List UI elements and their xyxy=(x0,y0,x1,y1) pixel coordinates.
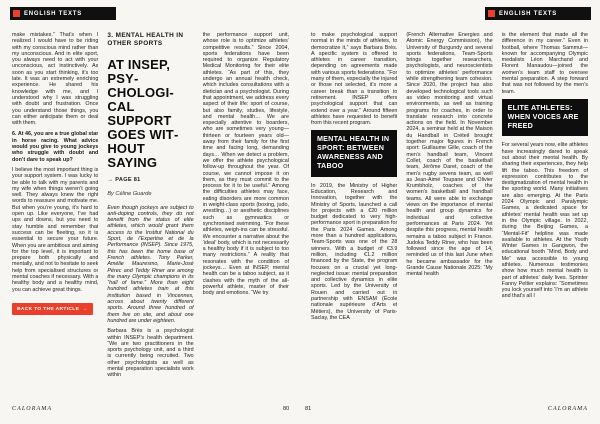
page-reference-label: PAGE 81 xyxy=(115,176,141,183)
column-2 xyxy=(107,32,193,404)
right-page xyxy=(311,32,588,404)
article-paragraph-col3: the performance support unit, whose role is to optimize athletes’ competitive results.” Since 2004, sports federations have been required to organize Regulatory Medical Monitoring for their elite athletes. “As part of this, they undergo an annual health check, which includes consultations with a dietician and a psychologist. During that appointment, we address every aspect of their life: sport of course, but also family, studies, lifestyle, and mental health… We are especially attentive to boarders, who are sometimes very young—thirteen or fourteen years old—away from their family for the first time and facing long, demanding days… When we detect a problem, we offer the athlete psychological follow-up throughout the year. Of course, we cannot impose it on them, as they must commit to the process for it to be useful.” Among the difficulties athletes may face, eating disorders are more common in weight-class sports (boxing, judo, wrestling…) or aesthetic disciplines such as gymnastics or synchronised swimming. “For these athletes, weigh-ins can be stressful. We encounter a narrative about the ‘ideal’ body, which is not necessarily a healthy body if it is subject to too many restrictions.” A reality that resonates with the condition of jockeys… Even at INSEP, mental health can be a taboo subject, as it clashes with the myth of the all-powerful athlete, master of their body and emotions. “We try xyxy=(202,32,289,297)
article-headline: AT INSEP, PSYCHOLOGICAL SUPPORT GOES WITHOUT SAYING xyxy=(107,56,179,170)
arrow-right-icon: → xyxy=(107,176,114,183)
section-label-right: ENGLISH TEXTS xyxy=(499,10,558,17)
byline: By Céline Guarde xyxy=(107,190,152,197)
infobox-title-text: MENTAL HEALTH IN SPORT: BETWEEN AWARENESS AND TABOO xyxy=(317,134,390,170)
column-3 xyxy=(203,32,289,404)
infobox-elite-athletes-title xyxy=(502,99,588,136)
column-5 xyxy=(406,32,492,404)
article-paragraph-col4-b: In 2019, the Ministry of Higher Education, Research and Innovation, together with the Ministry of Sports, launched a call for projects with a €20 million budget dedicated to very high-performance sport in preparation for the Paris 2024 Games. Among more than a hundred applications, Team-Sports was one of the 28 winners. With a budget of €3.9 million, including €1.2 million financed by the State, the program focuses on a crucial yet long-neglected issue: mental preparation and collective dynamics in elite sports. Led by the University of Rouen and carried out in partnership with ENSAM (École nationale supérieure d’Arts et Métiers), the University of Paris-Saclay, the CEA xyxy=(311,182,398,321)
infobox-mental-health-title xyxy=(311,130,397,176)
infobox-title-text: ELITE ATHLETES: WHEN VOICES ARE FREED xyxy=(507,102,579,130)
magazine-name-left: CALORAMA xyxy=(12,406,53,412)
page-number-left: 80 xyxy=(283,406,290,412)
arrow-right-icon: → xyxy=(82,306,88,313)
article-paragraph-col4-a: to make psychological support normal in the minds of athletes, to democratize it,” says Barbara Brès. A specific system is offered to athletes in career transition, depending on agreements made with various sports federations. “For many of them, especially the injured or those not selected, it’s more a career break than a transition to retirement. INSEP offers psychological support that can extend over a year.” Around fifteen athletes have requested to benefit from this recent program. xyxy=(311,32,398,127)
article-paragraph-col6-a: is the element that made all the difference in my career.” Even in football, where Thomas Sammut—known for accompanying Olympic medalists Léon Marchand and Florent Manaudou—joined the women’s team staff to oversee mental preparation. A step forward that was not followed by the men’s team. xyxy=(501,32,588,95)
article-paragraph-col5: (French Alternative Energies and Atomic Energy Commission), the University of Burgundy and several sports federations, Team-Sports brings together researchers, psychologists, and neuroscientists to optimize athletes’ performance while strengthening team cohesion. Since 2020, the project has also developed technological tools such as video monitoring and virtual environments, as well as training programs for coaches, in order to translate research into concrete actions on the field. In November 2024, a seminar held at the Maison du Handball in Créteil brought together major figures in French sport: Guillaume Gille, coach of the men’s handball team, Vincent Collet, coach of the basketball team, Jérôme Daret, coach of the men’s rugby sevens team, as well as Jean-Aimé Toupane and Olivier Krumbholz, coaches of the women’s basketball and handball teams. All were able to exchange views on the importance of mental health and group dynamics for individual and collective performances at Paris 2024. Yet despite this progress, mental health remains a taboo subject in France. Judoka Teddy Riner, who has been followed since the age of 14, reminded us of this last June when he became ambassador for the Grande Cause Nationale 2025: “My mental health xyxy=(406,32,493,278)
column-6 xyxy=(502,32,588,404)
footer xyxy=(12,406,588,416)
interview-continuation: make mistakes.” That’s when I realized I would have to be riding with my conscious mind rather than my unconscious. And in elite sport, you always need to act with your unconscious, act instinctively. As soon as you start thinking, it’s too late. It was an extremely enriching experience. He shared his knowledge with me, and I understood why I was struggling with doubt and frustration. Once you understand those things, you can either anticipate them or deal with them. xyxy=(12,32,99,127)
magazine-name-right: CALORAMA xyxy=(547,406,588,412)
red-square-icon xyxy=(13,10,20,17)
article-paragraph-col2: Barbara Brès is a psychologist within INSEP’s health department. “We are two practitioners in the sports psychology unit, and a third is currently being recruited. Two other psychologists as well as mental preparation specialists work within xyxy=(107,328,194,379)
spread-body xyxy=(12,32,588,404)
article-paragraph-col6-b: For several years now, elite athletes have increasingly dared to speak out about their mental health. By sharing their experiences, they help lift the taboo. This freedom of expression contributes to the destigmatization of mental health in the sporting world. Many initiatives are also emerging. At the Paris 2024 Olympic and Paralympic Games, a dedicated space for athletes’ mental health was set up in the Olympic village. In 2022, during the Beijing Games, a “Mental-Fit” helpline was made available to athletes. At the Youth Winter Games in Gangwon, the educational booth “Mind, Body and Me” was accessible to young athletes. Numerous testimonies show how much mental health is part of athletes’ daily lives. Sprinter Fanny Peltier explains: “Sometimes you lock yourself into ‘I’m an athlete and that’s all I xyxy=(501,142,588,300)
header-bar-left xyxy=(10,7,116,20)
back-button-label: BACK TO THE ARTICLE xyxy=(17,306,80,312)
column-1 xyxy=(12,32,98,404)
page-reference-link[interactable] xyxy=(107,177,193,183)
back-to-article-button[interactable] xyxy=(12,303,93,315)
section-label-left: ENGLISH TEXTS xyxy=(24,10,83,17)
left-page xyxy=(12,32,289,404)
article-lede: Even though jockeys are subject to anti-doping controls, they do not benefit from the status of elite athletes, which would grant them access to the Institut National du Sport, de l’Expertise et de la Performance (INSEP). Since 1975, this has been the home base of French athletes. Tony Parker, Amélie Mauresmo, Marie-José Pérec and Teddy Riner are among the many Olympic champions in its “hall of fame.” More than eight hundred athletes train at this institution based in Vincennes, across about twenty different sports. Around three hundred of them live on site, and about one hundred are under eighteen. xyxy=(107,204,194,324)
page-number-right: 81 xyxy=(305,406,312,412)
interview-answer: I believe the most important thing is your support system. I was lucky to be able to talk with my parents and my wife when things weren’t going well. They always knew the right words to reassure and motivate me. But when you’re young, it’s hard to open up. Like everyone, I’ve had ups and downs, but you need to stay humble and remember that success can be fleeting, so it is essential to secure your future. When you are ambitious and aiming for the top level, it is important to prepare both physically and mentally, and not to hesitate to seek help from specialised structures or mental coaches if necessary. With a healthy body and a healthy mind, you can achieve great things. xyxy=(12,166,99,293)
section-kicker: 3. MENTAL HEALTH IN OTHER SPORTS xyxy=(107,32,184,47)
column-4 xyxy=(311,32,397,404)
interview-question: 6. At 46, you are a true global star in horse racing. What advice would you give to young jockeys who struggle with doubt and don’t dare to speak up? xyxy=(12,131,99,163)
header-bar-right xyxy=(485,7,591,20)
red-square-icon xyxy=(488,10,495,17)
